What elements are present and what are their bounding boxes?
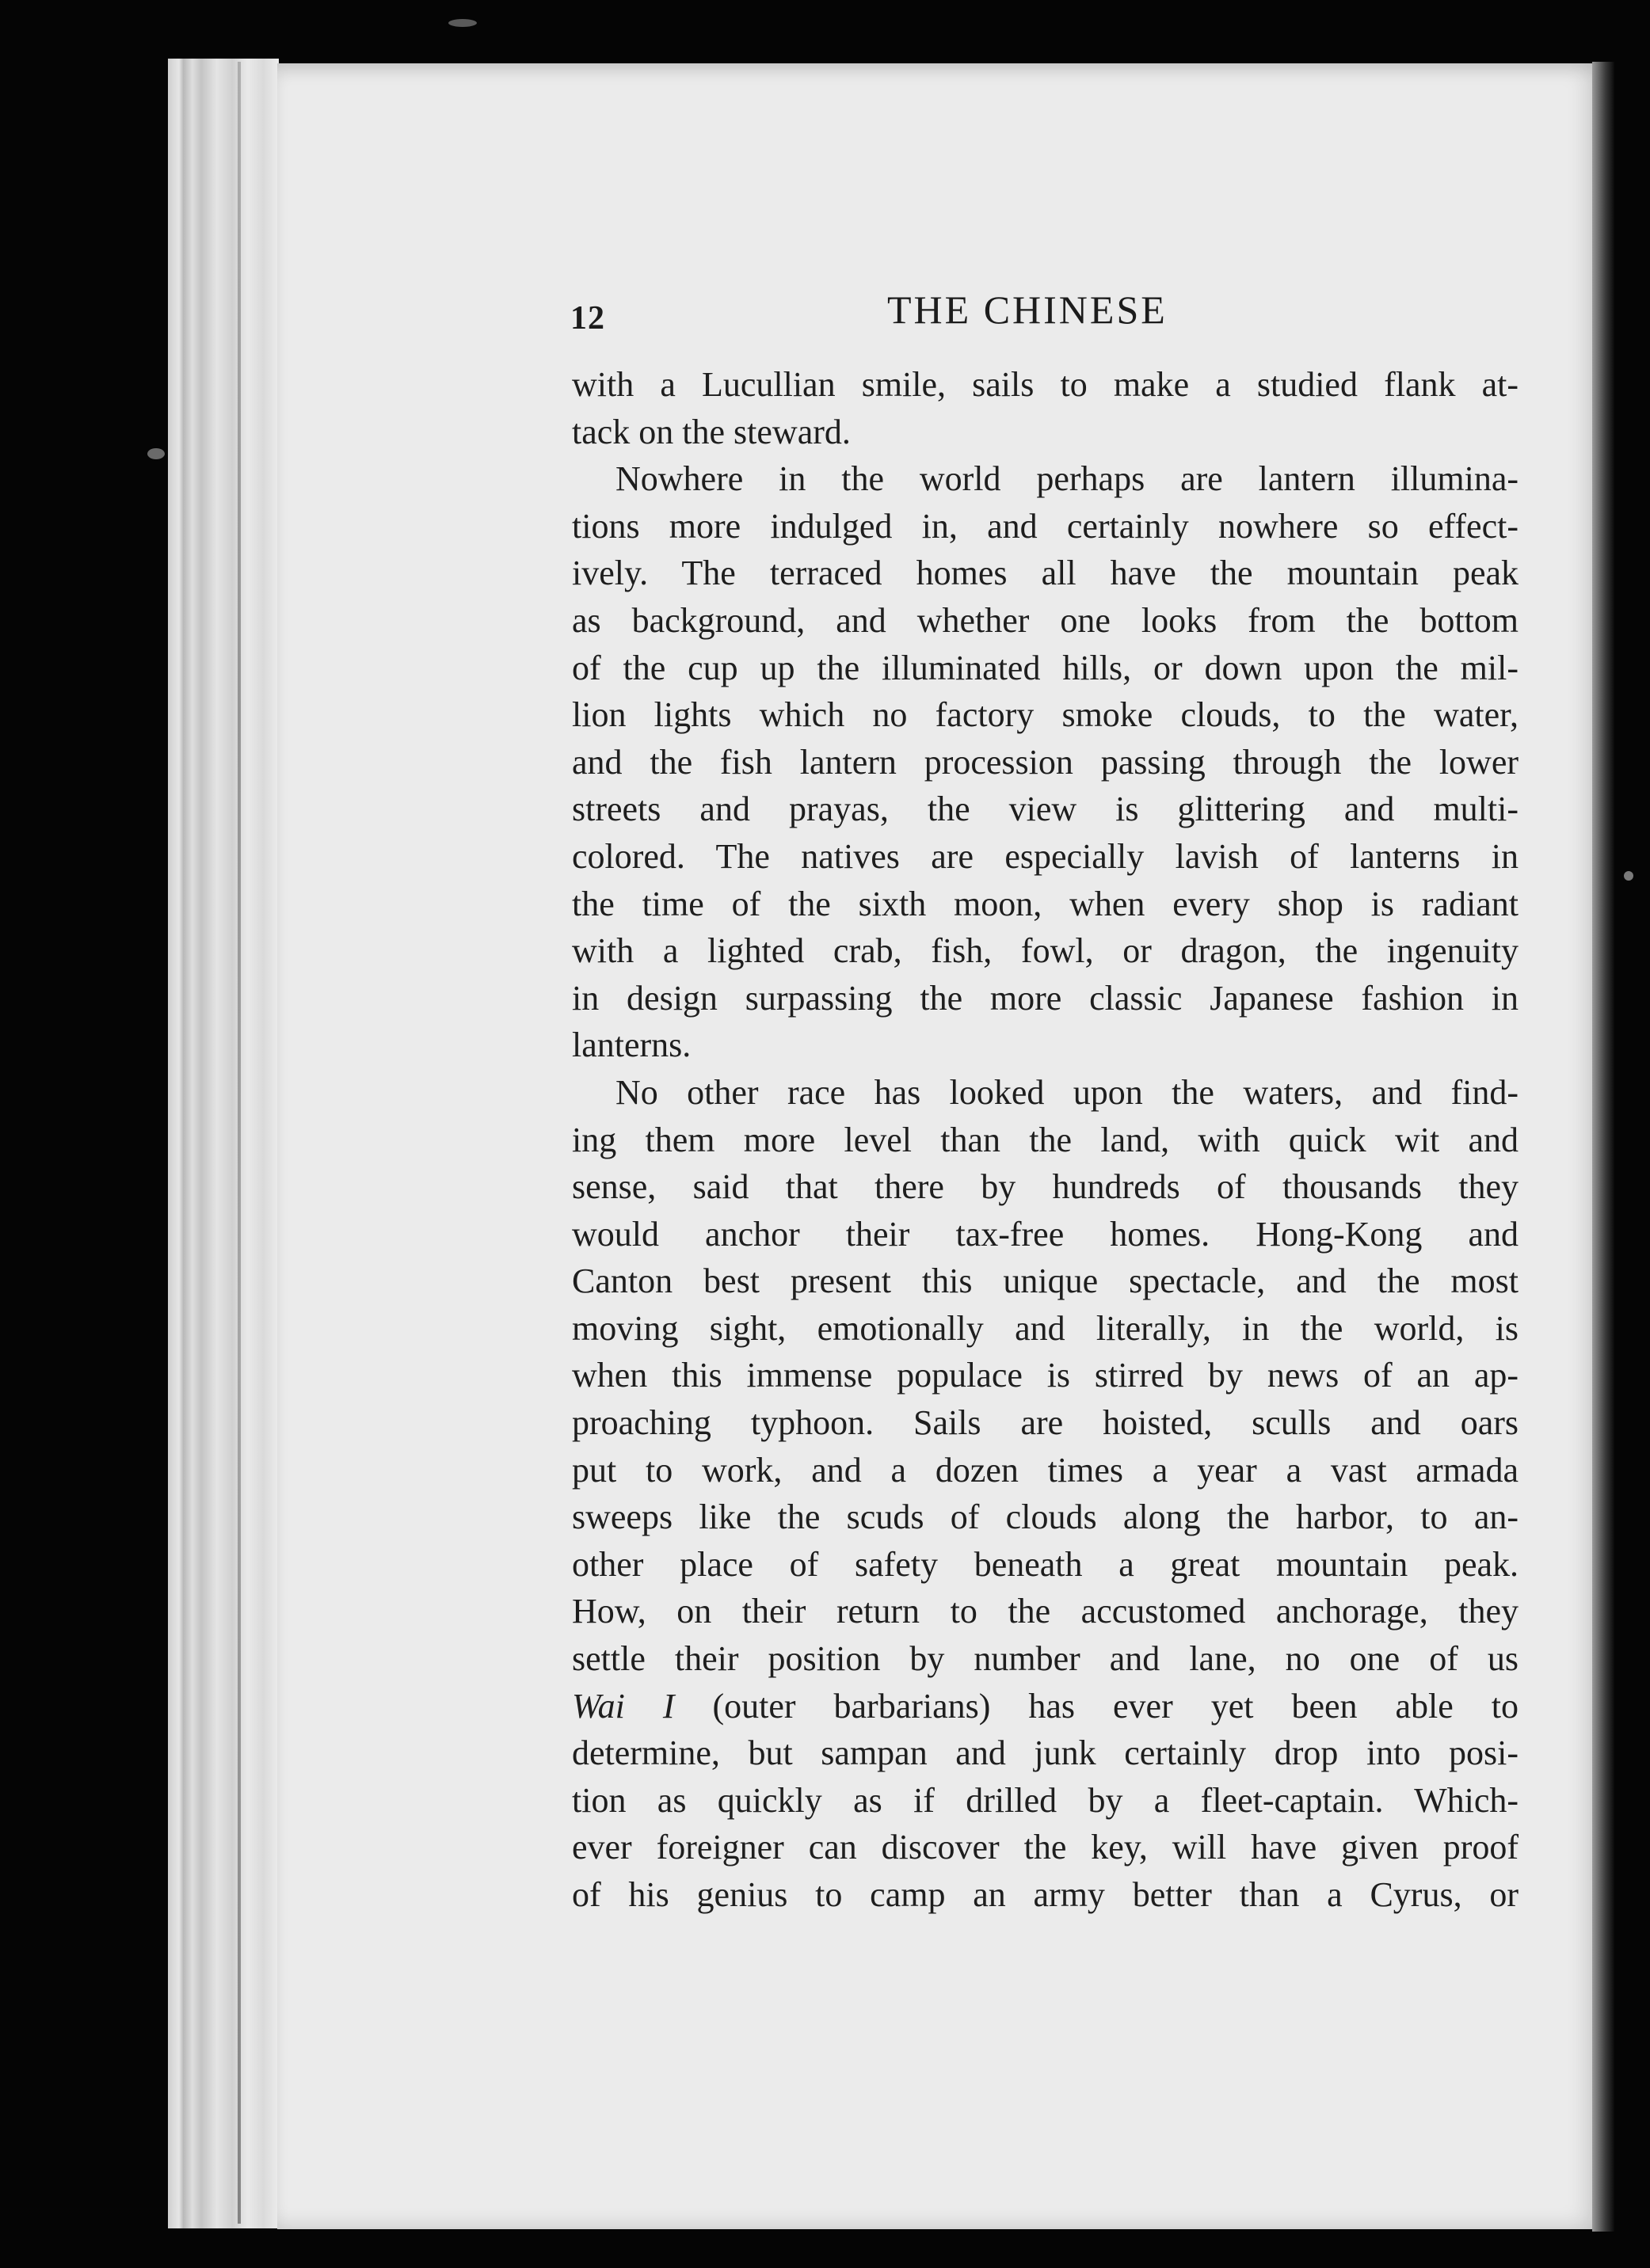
dust-speck (448, 19, 477, 27)
text-line: ively. The terraced homes all have the mountain peak (572, 554, 1519, 593)
text-line: moving sight, emotionally and literally, in the world, is (572, 1308, 1519, 1348)
text-line: tion as quickly as if drilled by a fleet-captain. Which- (572, 1780, 1519, 1820)
text-line: tions more indulged in, and certainly nowhere so effect- (572, 506, 1519, 546)
text-line: put to work, and a dozen times a year a vast armada (572, 1450, 1519, 1490)
page-header (570, 287, 1521, 342)
text-line: sweeps like the scuds of clouds along the harbor, to an- (572, 1497, 1519, 1537)
text-line: ever foreigner can discover the key, will have given proof (572, 1828, 1519, 1867)
text-line: and the fish lantern procession passing through the lower (572, 742, 1519, 782)
text-line: in design surpassing the more classic Japanese fashion in (572, 978, 1519, 1018)
text-line: with a lighted crab, fish, fowl, or dragon, the ingenuity (572, 931, 1519, 971)
text-line: with a Lucullian smile, sails to make a studied flank at- (572, 365, 1519, 404)
text-line: as background, and whether one looks from the bottom (572, 600, 1519, 640)
text-line: tack on the steward. (572, 412, 851, 451)
page-number: 12 (570, 300, 605, 337)
text-line: Nowhere in the world perhaps are lantern illumina- (615, 459, 1519, 499)
text-line: settle their position by number and lane, no one of us (572, 1639, 1519, 1679)
text-line: sense, said that there by hundreds of thousands they (572, 1167, 1519, 1207)
text-line: lanterns. (572, 1026, 692, 1065)
body-text (572, 361, 1519, 1919)
text-line-rest: (outer barbarians) has ever yet been able to (674, 1686, 1519, 1726)
text-line: No other race has looked upon the waters, and find- (615, 1072, 1519, 1112)
text-line: would anchor their tax-free homes. Hong-Kong and (572, 1214, 1519, 1254)
text-line: determine, but sampan and junk certainly drop into posi- (572, 1733, 1519, 1773)
text-line (572, 1683, 1519, 1730)
page-block-edge (168, 59, 279, 2228)
dust-speck (147, 448, 165, 459)
page-right-shadow (1592, 62, 1614, 2232)
text-line: ing them more level than the land, with quick wit and (572, 1120, 1519, 1159)
text-line: lion lights which no factory smoke clouds, to the water, (572, 695, 1519, 735)
text-line: other place of safety beneath a great mountain peak. (572, 1544, 1519, 1584)
text-line: of his genius to camp an army better than a Cyrus, or (572, 1875, 1519, 1914)
text-line: when this immense populace is stirred by news of an ap- (572, 1356, 1519, 1395)
text-line: the time of the sixth moon, when every shop is radiant (572, 884, 1519, 923)
running-head: THE CHINESE (887, 287, 1168, 332)
text-line: proaching typhoon. Sails are hoisted, sculls and oars (572, 1403, 1519, 1443)
text-line: streets and prayas, the view is glittering and multi- (572, 790, 1519, 829)
text-line: Canton best present this unique spectacle, and the most (572, 1261, 1519, 1301)
text-line: of the cup up the illuminated hills, or down upon the mil- (572, 648, 1519, 687)
text-line: How, on their return to the accustomed anchorage, they (572, 1592, 1519, 1631)
text-line: colored. The natives are especially lavish of lanterns in (572, 836, 1519, 876)
dust-speck (1624, 871, 1633, 881)
italic-phrase: Wai I (572, 1686, 675, 1726)
page-gutter-line (238, 62, 241, 2224)
